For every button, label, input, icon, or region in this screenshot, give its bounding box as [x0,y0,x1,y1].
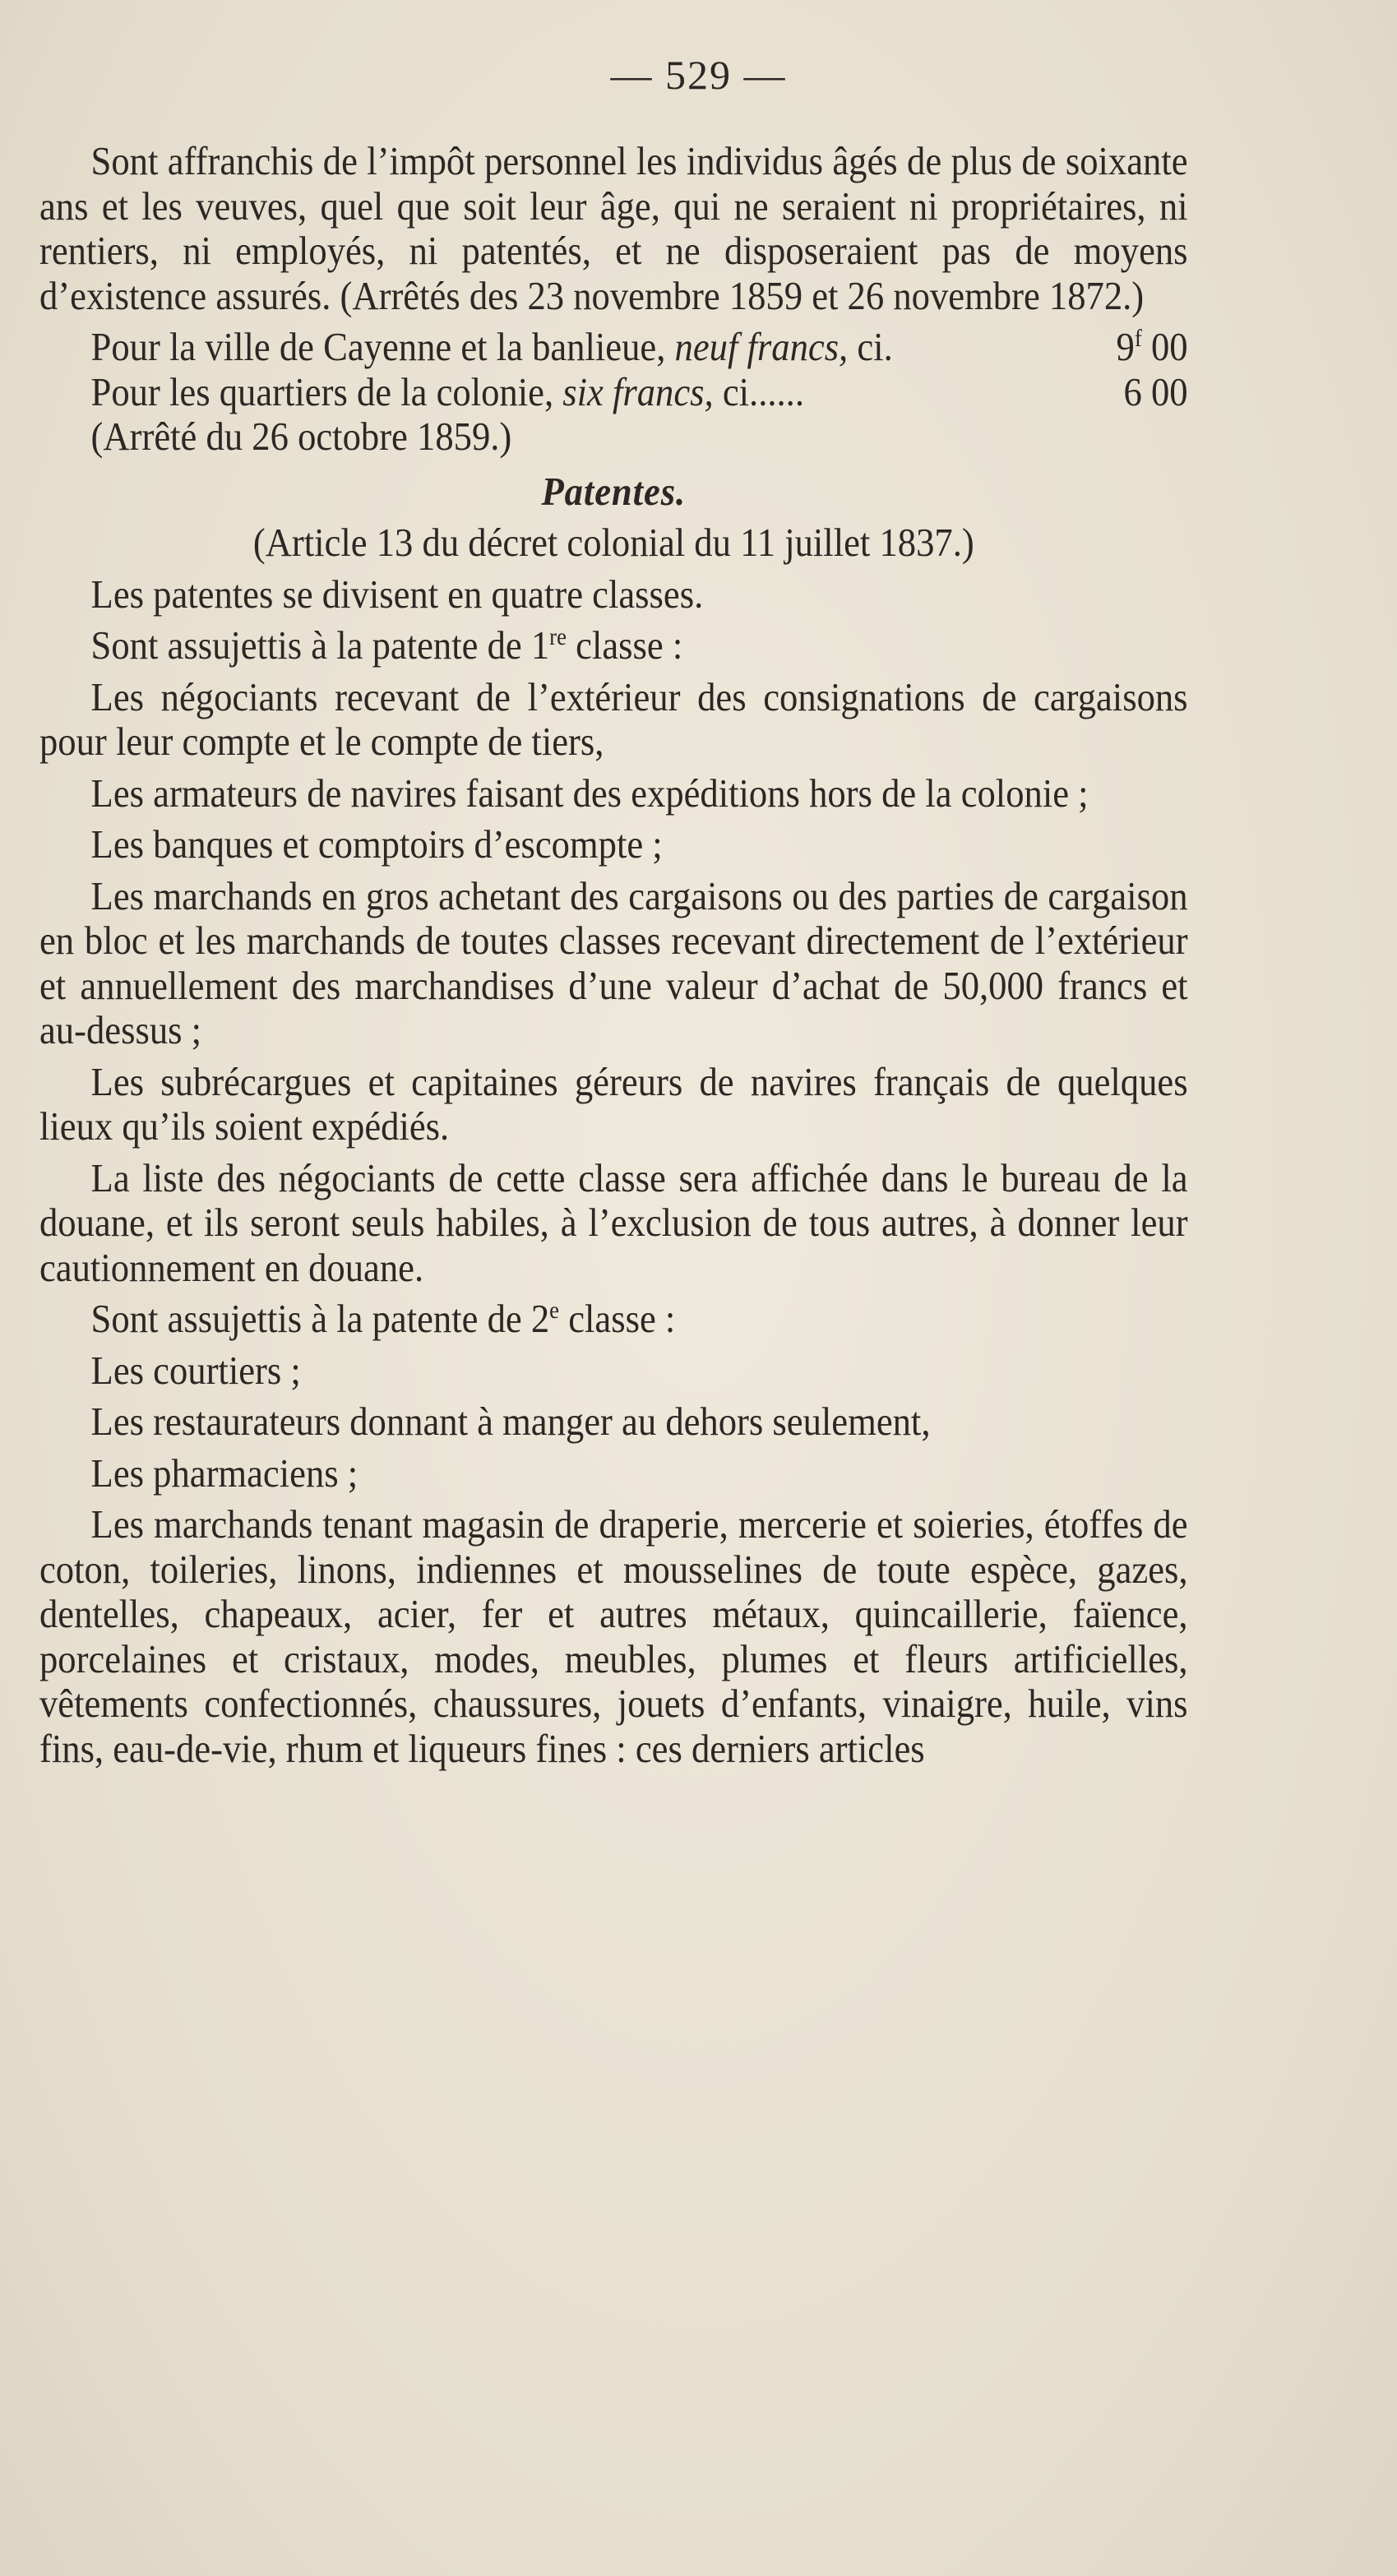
tax-line-cayenne [39,326,1188,371]
arrete-reference: (Arrêté du 26 octobre 1859.) [90,415,512,459]
paragraph-classes: Les patentes se divisent en quatre classes. [90,572,704,617]
tax-line-amount: 6 00 [1123,370,1188,414]
paragraph-marchands-magasin: Les marchands tenant magasin de draperie, mercerie et soieries, étoffes de coton, toileries, linons, indiennes et mousselines de toute espèce, gazes, dentelles, chapeaux, acier, fer et autres métaux, quincaillerie, faïence, porcelaines et cristaux, modes, meubles, plumes et fleurs artificielles, vêtements confectionnés, chaussures, jouets d’enfants, vinaigre, huile, vins fins, eau-de-vie, rhum et liqueurs fines : ces derniers articles [39,1503,1188,1771]
paragraph-courtiers: Les courtiers ; [90,1348,301,1393]
paragraph-banques: Les banques et comptoirs d’escompte ; [90,823,663,867]
paragraph-restaurateurs: Les restaurateurs donnant à manger au dehors seulement, [90,1400,931,1444]
tax-line-label: Pour la ville de Cayenne et la banlieue, neuf francs, ci. [90,326,893,369]
section-heading: Patentes. [541,469,687,514]
paragraph-second-class: Sont assujettis à la patente de 2e classe : [90,1297,676,1341]
paragraph-liste: La liste des négociants de cette classe sera affichée dans le bureau de la douane, et ils seront seuls habiles, à l’exclusion de tous autres, à donner leur cautionnement en douane. [39,1156,1188,1290]
section-subheading: (Article 13 du décret colonial du 11 juillet 1837.) [252,521,974,565]
page-number: — 529 — [610,52,787,98]
tax-line-colonie [39,371,1188,416]
tax-line-amount: 9$^f$ 00 [1116,325,1188,369]
paragraph-armateurs: Les armateurs de navires faisant des expéditions hors de la colonie ; [90,771,1089,816]
paragraph-negociants: Les négociants recevant de l’extérieur des consignations de cargaisons pour leur compte et le compte de tiers, [39,675,1188,764]
paragraph-exemptions: Sont affranchis de l’impôt personnel les individus âgés de plus de soixante ans et les veuves, quel que soit leur âge, qui ne seraient ni propriétaires, ni rentiers, ni employés, ni patentés, et ne disposeraient pas de moyens d’existence assurés. (Arrêtés des 23 novembre 1859 et 26 novembre 1872.) [39,140,1188,318]
document-body [39,140,1188,1772]
tax-line-label: Pour les quartiers de la colonie, six francs, ci...... [90,370,805,414]
paragraph-pharmaciens: Les pharmaciens ; [90,1451,359,1496]
paragraph-marchands-gros: Les marchands en gros achetant des cargaisons ou des parties de cargaison en bloc et les marchands de toutes classes recevant directement de l’extérieur et annuellement des marchandises d’une valeur d’achat de 50,000 francs et au-dessus ; [39,874,1188,1052]
paragraph-subrecargues: Les subrécargues et capitaines géreurs de navires français de quelques lieux qu’ils soient expédiés. [39,1060,1188,1149]
paragraph-first-class: Sont assujettis à la patente de 1re classe : [90,623,683,668]
